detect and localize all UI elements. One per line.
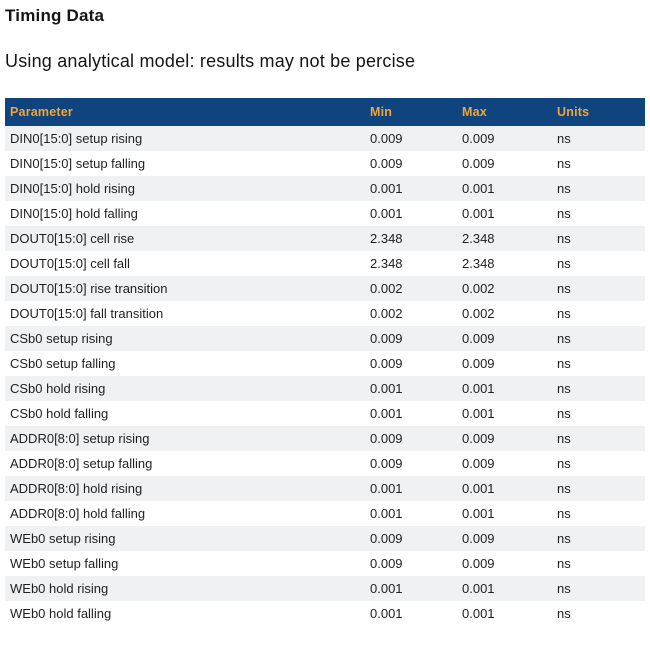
table-row — [5, 251, 645, 276]
table-cell: 0.002 — [365, 276, 457, 301]
table-row — [5, 426, 645, 451]
table-cell: 0.001 — [365, 501, 457, 526]
table-cell: 0.001 — [457, 601, 552, 626]
table-row — [5, 326, 645, 351]
table-cell: DIN0[15:0] hold falling — [5, 201, 365, 226]
table-cell: 0.009 — [457, 151, 552, 176]
table-cell: 0.001 — [365, 201, 457, 226]
table-row — [5, 501, 645, 526]
table-cell: ADDR0[8:0] hold falling — [5, 501, 365, 526]
page-subtitle: Using analytical model: results may not be percise — [5, 51, 416, 71]
table-row — [5, 376, 645, 401]
table-cell: ns — [552, 451, 645, 476]
table-cell: ns — [552, 426, 645, 451]
table-cell: ns — [552, 301, 645, 326]
table-cell: WEb0 setup falling — [5, 551, 365, 576]
table-cell: 0.009 — [365, 126, 457, 151]
table-cell: CSb0 setup falling — [5, 351, 365, 376]
table-cell: 0.001 — [457, 401, 552, 426]
table-cell: 0.001 — [457, 476, 552, 501]
table-cell: 0.009 — [365, 351, 457, 376]
table-cell: CSb0 hold falling — [5, 401, 365, 426]
table-cell: DOUT0[15:0] cell rise — [5, 226, 365, 251]
table-row — [5, 576, 645, 601]
table-cell: ns — [552, 601, 645, 626]
table-cell: 0.009 — [457, 326, 552, 351]
table-cell: 0.001 — [457, 376, 552, 401]
table-cell: ns — [552, 176, 645, 201]
table-cell: 0.001 — [365, 401, 457, 426]
table-row — [5, 451, 645, 476]
table-cell: 0.009 — [365, 426, 457, 451]
table-body — [5, 126, 645, 626]
table-cell: ns — [552, 376, 645, 401]
table-cell: 0.009 — [365, 526, 457, 551]
table-cell: ns — [552, 126, 645, 151]
table-cell: 0.009 — [365, 551, 457, 576]
table-cell: 0.001 — [365, 176, 457, 201]
table-cell: ns — [552, 576, 645, 601]
table-cell: 0.001 — [365, 476, 457, 501]
timing-report-page — [0, 6, 650, 646]
column-header-units: Units — [552, 98, 645, 126]
table-cell: 0.001 — [457, 501, 552, 526]
table-cell: ns — [552, 276, 645, 301]
table-cell: CSb0 setup rising — [5, 326, 365, 351]
page-title: Timing Data — [5, 6, 105, 25]
table-cell: ns — [552, 551, 645, 576]
table-cell: 2.348 — [457, 226, 552, 251]
table-cell: ns — [552, 476, 645, 501]
table-cell: 0.001 — [365, 576, 457, 601]
table-row — [5, 476, 645, 501]
table-cell: 0.009 — [457, 126, 552, 151]
table-cell: ADDR0[8:0] setup falling — [5, 451, 365, 476]
column-header-min: Min — [365, 98, 457, 126]
table-cell: 0.009 — [365, 151, 457, 176]
table-row — [5, 301, 645, 326]
table-row — [5, 351, 645, 376]
table-cell: DOUT0[15:0] cell fall — [5, 251, 365, 276]
table-cell: DOUT0[15:0] fall transition — [5, 301, 365, 326]
table-cell: 0.002 — [457, 276, 552, 301]
table-cell: ADDR0[8:0] hold rising — [5, 476, 365, 501]
table-cell: 0.009 — [457, 351, 552, 376]
table-cell: 0.009 — [457, 426, 552, 451]
table-cell: 0.002 — [365, 301, 457, 326]
table-cell: CSb0 hold rising — [5, 376, 365, 401]
table-cell: ns — [552, 251, 645, 276]
table-cell: 2.348 — [457, 251, 552, 276]
table-row — [5, 226, 645, 251]
table-cell: 2.348 — [365, 226, 457, 251]
table-cell: 0.001 — [457, 576, 552, 601]
table-row — [5, 176, 645, 201]
table-cell: ns — [552, 351, 645, 376]
table-cell: WEb0 hold rising — [5, 576, 365, 601]
table-cell: ns — [552, 401, 645, 426]
table-cell: ns — [552, 326, 645, 351]
table-row — [5, 126, 645, 151]
table-cell: DIN0[15:0] hold rising — [5, 176, 365, 201]
table-header — [5, 98, 645, 126]
table-cell: 0.009 — [365, 451, 457, 476]
table-cell: 0.009 — [457, 451, 552, 476]
table-row — [5, 526, 645, 551]
timing-data-table — [5, 98, 645, 626]
table-cell: ns — [552, 151, 645, 176]
table-cell: 0.002 — [457, 301, 552, 326]
table-cell: 0.009 — [365, 326, 457, 351]
table-cell: WEb0 hold falling — [5, 601, 365, 626]
table-cell: 2.348 — [365, 251, 457, 276]
table-cell: ns — [552, 526, 645, 551]
table-row — [5, 276, 645, 301]
table-cell: DIN0[15:0] setup falling — [5, 151, 365, 176]
table-cell: DOUT0[15:0] rise transition — [5, 276, 365, 301]
column-header-max: Max — [457, 98, 552, 126]
table-cell: WEb0 setup rising — [5, 526, 365, 551]
table-cell: 0.001 — [365, 376, 457, 401]
table-row — [5, 151, 645, 176]
table-cell: 0.001 — [457, 201, 552, 226]
table-row — [5, 601, 645, 626]
table-header-row — [5, 98, 645, 126]
table-cell: ns — [552, 501, 645, 526]
table-cell: DIN0[15:0] setup rising — [5, 126, 365, 151]
table-row — [5, 201, 645, 226]
table-cell: 0.001 — [365, 601, 457, 626]
table-cell: ns — [552, 226, 645, 251]
table-row — [5, 551, 645, 576]
column-header-parameter: Parameter — [5, 98, 365, 126]
table-cell: 0.009 — [457, 526, 552, 551]
table-row — [5, 401, 645, 426]
table-cell: 0.009 — [457, 551, 552, 576]
table-cell: 0.001 — [457, 176, 552, 201]
table-cell: ADDR0[8:0] setup rising — [5, 426, 365, 451]
table-cell: ns — [552, 201, 645, 226]
